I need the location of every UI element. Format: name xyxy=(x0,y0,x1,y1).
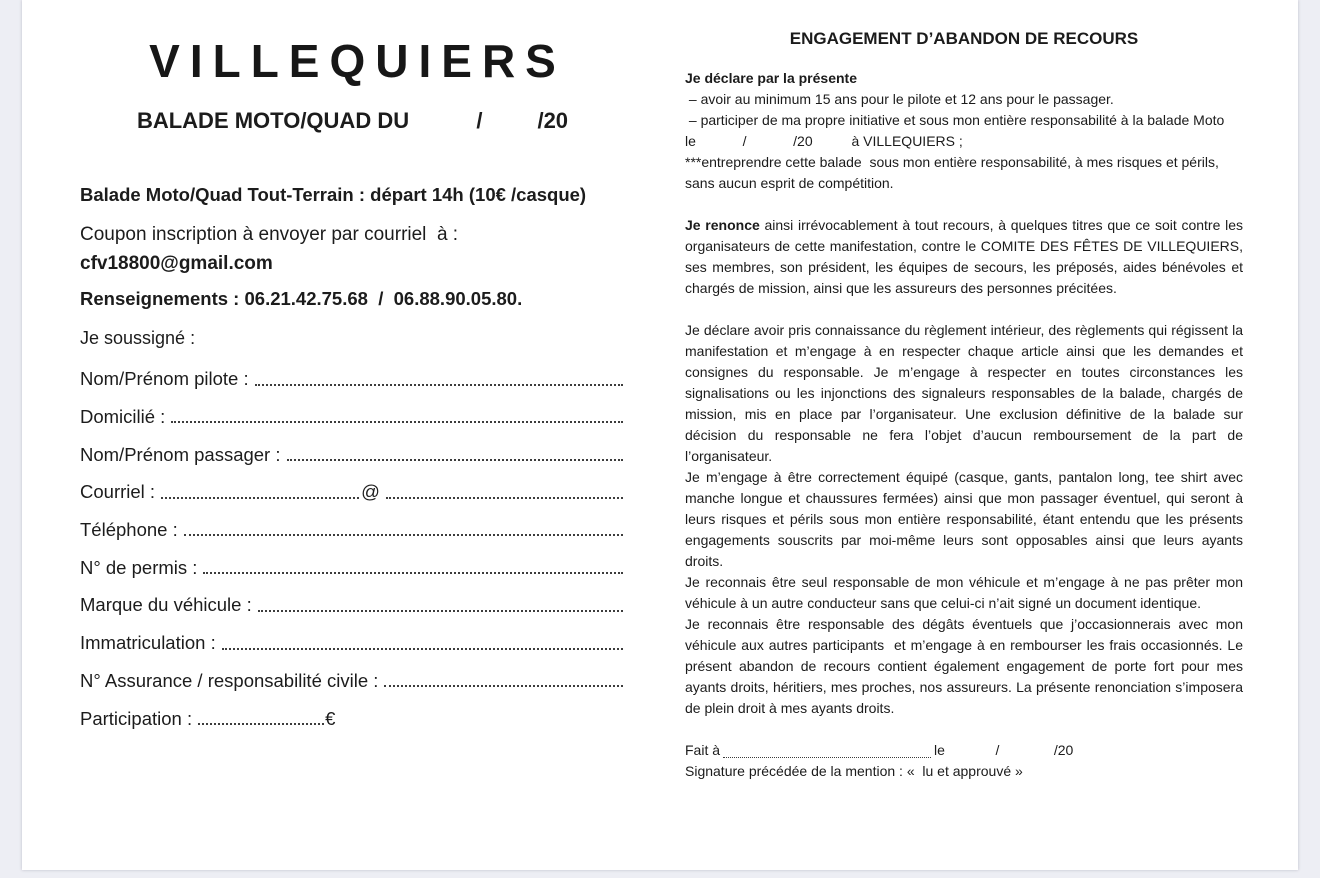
dotted-fill-line xyxy=(222,648,623,650)
field-label: Téléphone : xyxy=(80,519,178,541)
dotted-fill-line xyxy=(384,685,623,687)
document-page xyxy=(22,0,1298,870)
form-fields xyxy=(80,352,625,729)
field-label: Participation : xyxy=(80,707,193,729)
paragraph-equipement: Je m’engage à être correctement équipé (casque, gants, pantalon long, tee shirt avec manche longue et chaussures fermées) ainsi que mon passager éventuel, qui seront à leurs risques et périls sous mon entière responsabilité, étant entendu que les présents engagements souscrits par moi-même leurs sont opposables ainsi que leurs ayants droits. xyxy=(685,469,1243,569)
fait-a-date: le / /20 xyxy=(934,742,1074,758)
dotted-fill-line xyxy=(287,459,623,461)
renonce-paragraph xyxy=(685,215,1243,299)
renonce-rest: ainsi irrévocablement à tout recours, à quelques titres que ce soit contre les organisateurs de cette manifestation, contre le COMITE DES FÊTES DE VILLEQUIERS, ses membres, son président, les équipes de secours, les préposés, aides bénévoles et chargés de mission, ainsi que les assureurs des personnes précitées. xyxy=(685,217,1243,296)
field-row-nom-passager xyxy=(80,427,625,465)
field-row-nom-pilote xyxy=(80,352,625,390)
signature-line: Signature précédée de la mention : « lu et approuvé » xyxy=(685,763,1023,779)
field-row-permis xyxy=(80,540,625,578)
euro-sign: € xyxy=(325,707,336,729)
contact-email: cfv18800@gmail.com xyxy=(80,253,273,274)
declare-line-age: – avoir au minimum 15 ans pour le pilote et 12 ans pour le passager. xyxy=(685,91,1114,107)
event-details-line: Balade Moto/Quad Tout-Terrain : départ 14h (10€ /casque) xyxy=(80,184,587,205)
field-label: N° Assurance / responsabilité civile : xyxy=(80,669,379,691)
field-row-domicilie xyxy=(80,390,625,428)
field-row-courriel xyxy=(80,465,625,503)
page-title: VILLEQUIERS xyxy=(149,35,566,87)
field-row-participation xyxy=(80,691,625,729)
dotted-fill-line xyxy=(255,384,623,386)
at-sign: @ xyxy=(361,481,380,503)
field-row-marque xyxy=(80,578,625,616)
field-label: Nom/Prénom passager : xyxy=(80,443,281,465)
paragraph-responsable-vehicule: Je reconnais être seul responsable de mon véhicule et m’engage à ne pas prêter mon véhicule à un autre conducteur sans que celui-ci n’ait signé un document identique. xyxy=(685,574,1243,611)
fait-a-label: Fait à xyxy=(685,742,721,758)
field-label: Domicilié : xyxy=(80,406,166,428)
declare-line-participer: – participer de ma propre initiative et sous mon entière responsabilité à la balade Moto le / /20 à VILLEQUIERS ; xyxy=(685,112,1225,149)
event-date-subtitle: BALADE MOTO/QUAD DU / /20 xyxy=(136,108,569,133)
field-label: Courriel : xyxy=(80,481,156,503)
waiver-column xyxy=(685,28,1243,782)
dotted-fill-line xyxy=(171,421,623,423)
field-label: Immatriculation : xyxy=(80,632,216,654)
coupon-instruction: Coupon inscription à envoyer par courriel à : xyxy=(80,224,459,245)
paragraph-reglement: Je déclare avoir pris connaissance du règlement intérieur, des règlements qui régissent la manifestation et m’engage à en respecter chaque article ainsi que les demandes et consignes du responsable. Je m’engage à respecter en toutes circonstances les signalisations ou les injonctions des signaleurs responsables de la balade, chargés de mission, mis en place par l’organisateur. Une exclusion définitive de la balade sur décision du responsable ne fera l’objet d’aucun remboursement de la part de l’organisateur. xyxy=(685,322,1243,464)
paragraph-degats: Je reconnais être responsable des dégâts éventuels que j’occasionnerais avec mon véhicule aux autres participants et m’engage à en rembourser les frais occasionnés. Le présent abandon de recours contient également engagement de porte fort pour mes ayants droits, héritiers, mes proches, nos assureurs. La présente renonciation s’imposera de plein droit à mes ayants droits. xyxy=(685,616,1243,716)
coupon-column xyxy=(80,0,625,870)
dotted-fill-line xyxy=(258,610,623,612)
phone-info-line: Renseignements : 06.21.42.75.68 / 06.88.90.05.80. xyxy=(80,288,523,309)
dotted-fill-line xyxy=(198,723,324,725)
dotted-fill-line xyxy=(184,534,623,536)
waiver-title: ENGAGEMENT D’ABANDON DE RECOURS xyxy=(789,29,1139,48)
field-label: N° de permis : xyxy=(80,556,198,578)
field-row-telephone xyxy=(80,503,625,541)
renonce-lead: Je renonce xyxy=(685,217,760,233)
dotted-fill-line xyxy=(386,497,623,499)
field-label: Marque du véhicule : xyxy=(80,594,252,616)
soussigne-label: Je soussigné : xyxy=(80,328,196,348)
field-label: Nom/Prénom pilote : xyxy=(80,368,249,390)
dotted-fill-line xyxy=(723,757,931,758)
fait-a-row xyxy=(685,740,1243,761)
declare-heading: Je déclare par la présente xyxy=(685,70,857,86)
field-row-immatriculation xyxy=(80,616,625,654)
declare-line-entreprendre: ***entreprendre cette balade sous mon entière responsabilité, à mes risques et périls, sans aucun esprit de compétition. xyxy=(685,154,1219,191)
field-row-assurance xyxy=(80,654,625,692)
dotted-fill-line xyxy=(203,572,623,574)
dotted-fill-line xyxy=(161,497,359,499)
